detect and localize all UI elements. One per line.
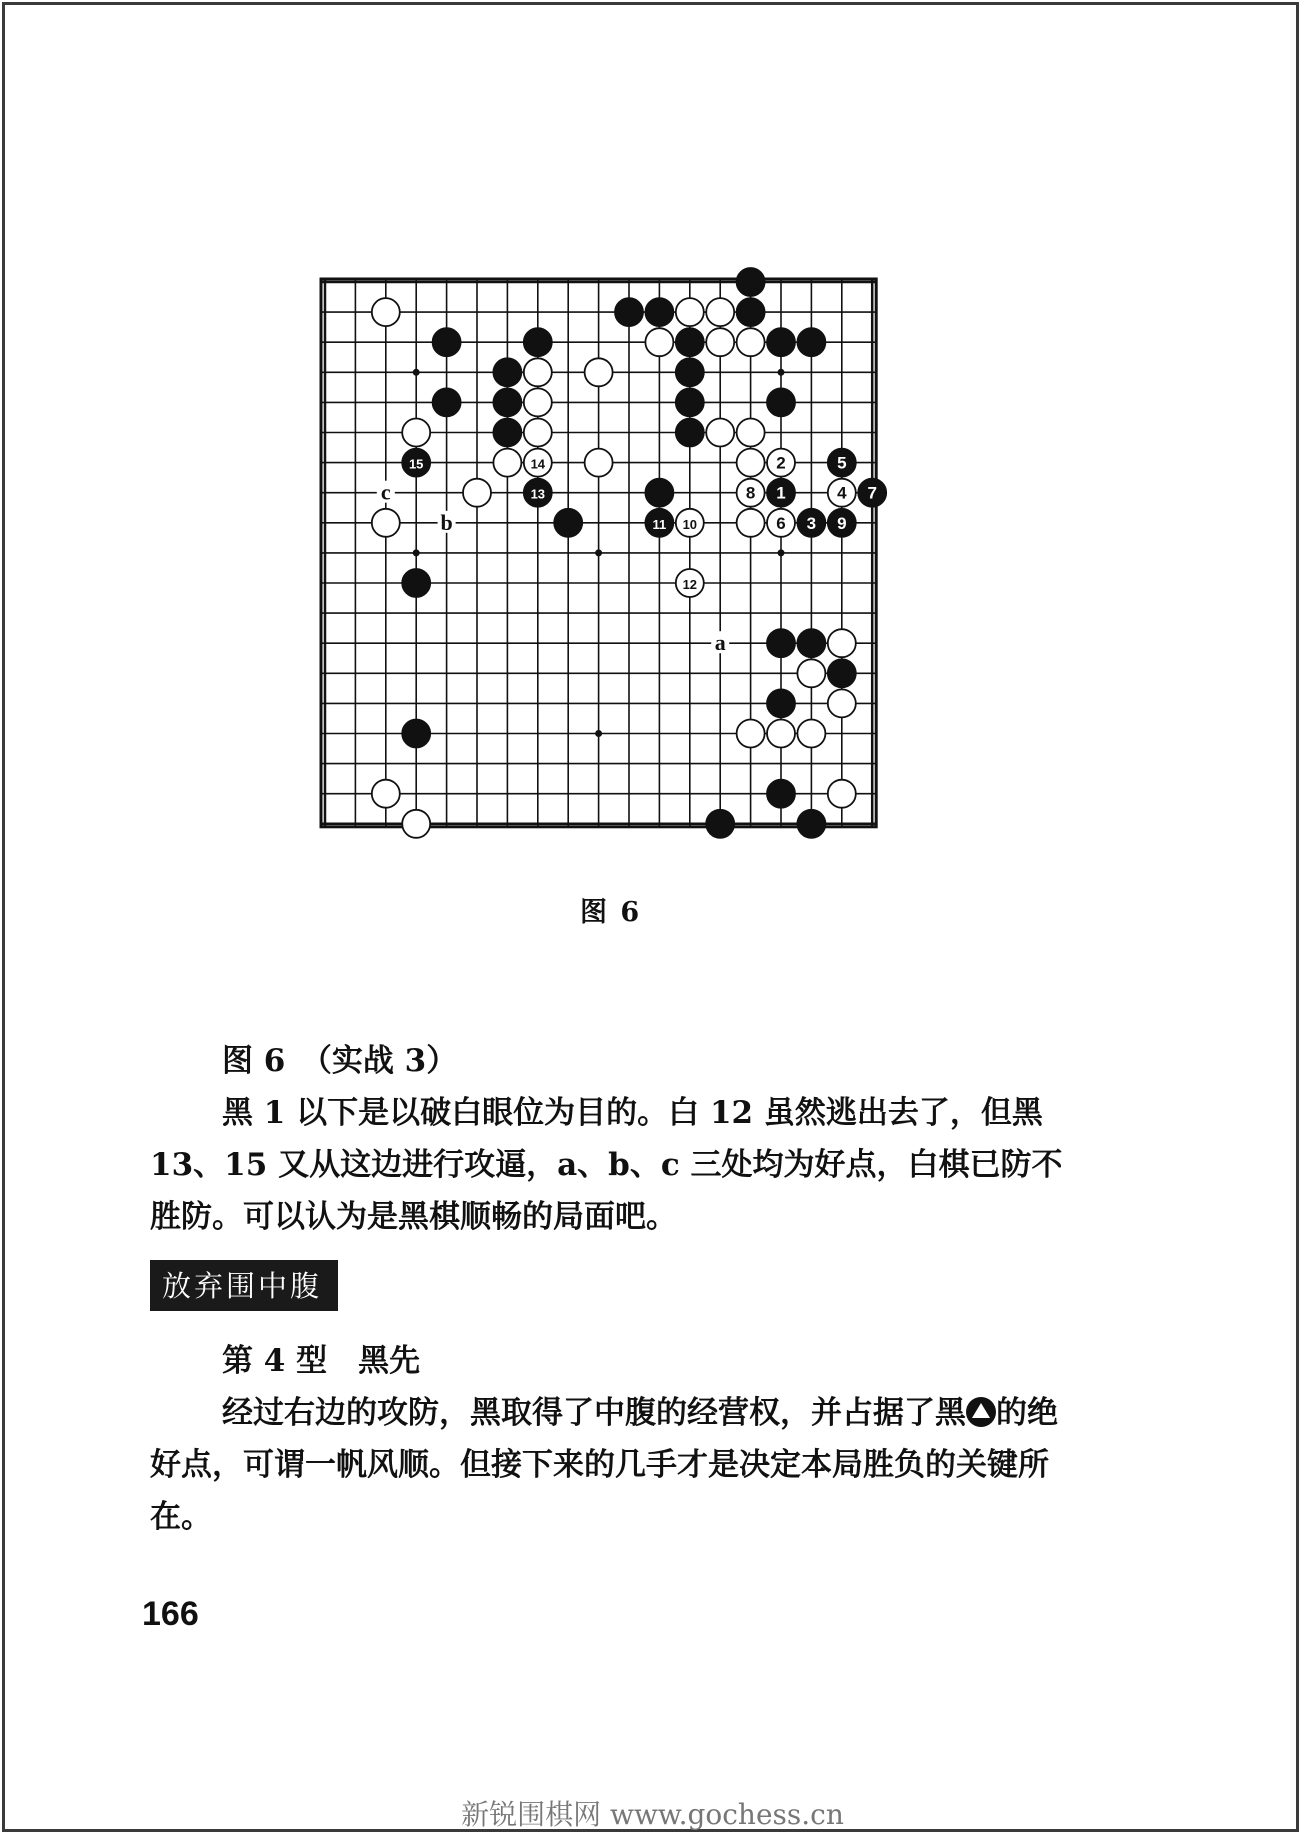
black-stone [797,810,825,838]
black-stone [615,298,643,326]
white-stone [828,689,856,717]
black-stone [493,358,521,386]
move-number-label: 15 [408,456,424,472]
white-stone [524,388,552,416]
black-stone [433,388,461,416]
black-stone [767,780,795,808]
white-stone [585,449,613,477]
move-number-label: 3 [806,513,817,533]
white-stone [372,509,400,537]
star-point [595,730,602,737]
move-number-label: 4 [837,483,847,503]
black-stone [493,388,521,416]
white-stone [737,328,765,356]
star-point [595,549,602,556]
black-stone [554,509,582,537]
white-stone [372,780,400,808]
type4-heading: 第 4 型 黑先 [222,1343,421,1379]
page-number: 166 [142,1595,199,1633]
section-figure6 [150,1035,1080,1243]
section-tag: 放弃围中腹 [150,1260,338,1311]
move-number-label: 8 [745,483,756,503]
white-stone [706,419,734,447]
figure-caption: 图 6 [580,897,642,928]
star-point [413,369,420,376]
black-stone [737,268,765,296]
black-stone [767,388,795,416]
move-number-label: 14 [530,456,546,472]
white-stone [737,449,765,477]
move-number-label: 11 [652,516,667,532]
star-point [778,369,785,376]
white-stone [737,419,765,447]
type4-text-part1: 经过右边的攻防，黑取得了中腹的经营权，并占据了黑 [222,1395,966,1431]
move-number-label: 9 [837,513,847,533]
white-stone [706,328,734,356]
white-stone [463,479,491,507]
black-stone [676,419,704,447]
figure6-heading: 图 6 （实战 3） [222,1043,458,1079]
black-stone [767,328,795,356]
move-number-label: 1 [776,483,786,503]
white-stone [676,298,704,326]
white-stone [737,509,765,537]
black-stone [524,328,552,356]
black-stone [706,810,734,838]
black-stone [433,328,461,356]
white-stone [493,449,521,477]
black-stone [737,298,765,326]
move-number-label: 10 [682,516,698,532]
star-point [778,549,785,556]
white-stone [706,298,734,326]
section-type4 [150,1335,1080,1543]
white-stone [797,720,825,748]
letter-label: c [380,479,391,505]
black-stone [676,388,704,416]
white-stone [402,810,430,838]
white-stone [797,659,825,687]
black-stone [828,659,856,687]
black-stone [767,629,795,657]
white-stone [767,720,795,748]
type4-text-part2: 的绝好点，可谓一帆风顺。但接下来的几手才是决定本局胜负的关键所在。 [150,1395,1058,1535]
letter-label: a [714,630,726,656]
letter-label: b [440,509,453,535]
move-number-label: 7 [867,483,877,503]
black-stone [402,720,430,748]
move-number-label: 6 [776,513,786,533]
black-stone [797,328,825,356]
black-stone [645,298,673,326]
white-stone [524,419,552,447]
black-stone [645,479,673,507]
black-stone [676,358,704,386]
move-number-label: 12 [682,577,698,592]
move-number-label: 13 [530,486,546,502]
watermark: 新锐围棋网 www.gochess.cn [461,1798,844,1831]
white-stone [828,780,856,808]
white-stone [828,629,856,657]
figure6-commentary: 黑 1 以下是以破白眼位为目的。白 12 虽然逃出去了，但黑 13、15 又从这边进行攻逼，a、b、c 三处均为好点，白棋已防不胜防。可以认为是黑棋顺畅的局面吧。 [150,1095,1063,1235]
white-stone [585,358,613,386]
black-stone [402,569,430,597]
black-triangle-stone-icon [966,1397,996,1427]
move-number-label: 2 [776,453,786,473]
black-stone [797,629,825,657]
type4-description [150,1387,1080,1543]
black-stone [676,328,704,356]
white-stone [372,298,400,326]
go-board-svg [300,260,940,840]
black-stone [493,419,521,447]
white-stone [524,358,552,386]
white-stone [645,328,673,356]
move-number-label: 5 [837,453,847,473]
star-point [413,549,420,556]
go-board-diagram [300,260,940,840]
white-stone [737,720,765,748]
white-stone [402,419,430,447]
black-stone [767,689,795,717]
